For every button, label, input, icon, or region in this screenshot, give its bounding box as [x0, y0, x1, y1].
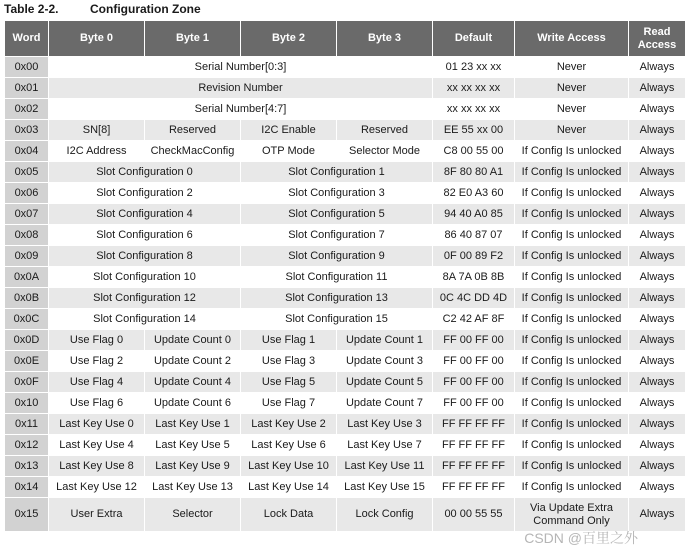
header-word: Word	[5, 21, 49, 57]
cell-default: FF 00 FF 00	[433, 351, 515, 372]
table-number: Table 2-2.	[4, 2, 59, 16]
cell-byte3: Selector Mode	[337, 141, 433, 162]
cell-word: 0x07	[5, 204, 49, 225]
cell-write-access: If Config Is unlocked	[515, 288, 629, 309]
cell-default: EE 55 xx 00	[433, 120, 515, 141]
cell-read-access: Always	[629, 225, 686, 246]
table-row	[5, 372, 686, 393]
cell-word: 0x02	[5, 99, 49, 120]
cell-default: 86 40 87 07	[433, 225, 515, 246]
cell-write-access: If Config Is unlocked	[515, 204, 629, 225]
cell-read-access: Always	[629, 78, 686, 99]
cell-byte0: Use Flag 0	[49, 330, 145, 351]
header-write-access: Write Access	[515, 21, 629, 57]
cell-byte1: Selector	[145, 498, 241, 532]
cell-bytes-2-3: Slot Configuration 1	[241, 162, 433, 183]
cell-write-access: If Config Is unlocked	[515, 351, 629, 372]
cell-bytes-0-1: Slot Configuration 10	[49, 267, 241, 288]
cell-write-access: If Config Is unlocked	[515, 372, 629, 393]
cell-bytes-0-1: Slot Configuration 8	[49, 246, 241, 267]
cell-bytes-0-1: Slot Configuration 12	[49, 288, 241, 309]
table-row	[5, 498, 686, 532]
cell-bytes-2-3: Slot Configuration 7	[241, 225, 433, 246]
cell-default: FF 00 FF 00	[433, 372, 515, 393]
cell-word: 0x14	[5, 477, 49, 498]
cell-write-access: If Config Is unlocked	[515, 267, 629, 288]
header-byte1: Byte 1	[145, 21, 241, 57]
cell-byte2: Lock Data	[241, 498, 337, 532]
cell-write-access: If Config Is unlocked	[515, 435, 629, 456]
cell-byte1: Update Count 2	[145, 351, 241, 372]
cell-byte3: Lock Config	[337, 498, 433, 532]
cell-default: 8A 7A 0B 8B	[433, 267, 515, 288]
cell-byte1: Last Key Use 5	[145, 435, 241, 456]
cell-default: 94 40 A0 85	[433, 204, 515, 225]
cell-word: 0x13	[5, 456, 49, 477]
cell-byte0: User Extra	[49, 498, 145, 532]
cell-byte0: SN[8]	[49, 120, 145, 141]
table-row	[5, 120, 686, 141]
cell-byte3: Last Key Use 11	[337, 456, 433, 477]
cell-default: 0F 00 89 F2	[433, 246, 515, 267]
cell-byte3: Update Count 3	[337, 351, 433, 372]
table-row	[5, 351, 686, 372]
cell-byte3: Last Key Use 3	[337, 414, 433, 435]
table-row	[5, 225, 686, 246]
table-row	[5, 78, 686, 99]
cell-read-access: Always	[629, 477, 686, 498]
cell-bytes-0-3: Serial Number[0:3]	[49, 57, 433, 78]
cell-word: 0x0C	[5, 309, 49, 330]
cell-word: 0x08	[5, 225, 49, 246]
cell-bytes-2-3: Slot Configuration 15	[241, 309, 433, 330]
header-default: Default	[433, 21, 515, 57]
cell-byte2: Last Key Use 6	[241, 435, 337, 456]
cell-word: 0x00	[5, 57, 49, 78]
cell-default: C2 42 AF 8F	[433, 309, 515, 330]
cell-byte0: Last Key Use 4	[49, 435, 145, 456]
cell-word: 0x10	[5, 393, 49, 414]
header-read-access: Read Access	[629, 21, 686, 57]
table-row	[5, 141, 686, 162]
cell-write-access: If Config Is unlocked	[515, 183, 629, 204]
cell-read-access: Always	[629, 414, 686, 435]
cell-word: 0x04	[5, 141, 49, 162]
cell-byte0: I2C Address	[49, 141, 145, 162]
cell-read-access: Always	[629, 204, 686, 225]
cell-byte0: Use Flag 6	[49, 393, 145, 414]
cell-write-access: If Config Is unlocked	[515, 162, 629, 183]
cell-byte0: Last Key Use 8	[49, 456, 145, 477]
cell-default: FF FF FF FF	[433, 414, 515, 435]
cell-byte2: Use Flag 3	[241, 351, 337, 372]
header-byte2: Byte 2	[241, 21, 337, 57]
cell-byte3: Last Key Use 7	[337, 435, 433, 456]
cell-read-access: Always	[629, 435, 686, 456]
table-caption	[4, 2, 201, 18]
cell-bytes-0-1: Slot Configuration 0	[49, 162, 241, 183]
cell-byte1: Update Count 6	[145, 393, 241, 414]
cell-write-access: If Config Is unlocked	[515, 393, 629, 414]
configuration-zone-table	[4, 20, 686, 532]
cell-write-access: If Config Is unlocked	[515, 246, 629, 267]
cell-read-access: Always	[629, 498, 686, 532]
cell-bytes-2-3: Slot Configuration 3	[241, 183, 433, 204]
table-row	[5, 288, 686, 309]
cell-word: 0x06	[5, 183, 49, 204]
cell-byte1: Reserved	[145, 120, 241, 141]
cell-byte2: Use Flag 7	[241, 393, 337, 414]
cell-bytes-0-1: Slot Configuration 4	[49, 204, 241, 225]
table-row	[5, 57, 686, 78]
cell-byte2: I2C Enable	[241, 120, 337, 141]
cell-byte3: Last Key Use 15	[337, 477, 433, 498]
cell-byte0: Use Flag 2	[49, 351, 145, 372]
cell-bytes-2-3: Slot Configuration 5	[241, 204, 433, 225]
cell-word: 0x15	[5, 498, 49, 532]
watermark: CSDN @百里之外	[524, 530, 638, 546]
cell-byte2: Use Flag 5	[241, 372, 337, 393]
table-row	[5, 309, 686, 330]
cell-byte3: Update Count 1	[337, 330, 433, 351]
cell-word: 0x09	[5, 246, 49, 267]
table-row	[5, 204, 686, 225]
cell-write-access: If Config Is unlocked	[515, 309, 629, 330]
cell-read-access: Always	[629, 183, 686, 204]
cell-write-access: If Config Is unlocked	[515, 141, 629, 162]
cell-byte3: Update Count 7	[337, 393, 433, 414]
cell-read-access: Always	[629, 456, 686, 477]
cell-read-access: Always	[629, 99, 686, 120]
cell-read-access: Always	[629, 288, 686, 309]
cell-byte1: Update Count 4	[145, 372, 241, 393]
cell-default: xx xx xx xx	[433, 78, 515, 99]
cell-bytes-2-3: Slot Configuration 11	[241, 267, 433, 288]
cell-read-access: Always	[629, 162, 686, 183]
cell-write-access: Never	[515, 78, 629, 99]
cell-default: 0C 4C DD 4D	[433, 288, 515, 309]
cell-write-access: If Config Is unlocked	[515, 414, 629, 435]
header-row	[5, 21, 686, 57]
cell-word: 0x12	[5, 435, 49, 456]
cell-default: 82 E0 A3 60	[433, 183, 515, 204]
cell-write-access: Never	[515, 120, 629, 141]
cell-bytes-0-3: Serial Number[4:7]	[49, 99, 433, 120]
cell-write-access: Via Update Extra Command Only	[515, 498, 629, 532]
cell-read-access: Always	[629, 393, 686, 414]
cell-read-access: Always	[629, 120, 686, 141]
cell-write-access: If Config Is unlocked	[515, 456, 629, 477]
cell-default: FF 00 FF 00	[433, 330, 515, 351]
cell-write-access: If Config Is unlocked	[515, 330, 629, 351]
cell-read-access: Always	[629, 141, 686, 162]
cell-word: 0x0B	[5, 288, 49, 309]
cell-default: FF FF FF FF	[433, 456, 515, 477]
cell-word: 0x03	[5, 120, 49, 141]
cell-byte2: Last Key Use 2	[241, 414, 337, 435]
cell-byte1: Last Key Use 1	[145, 414, 241, 435]
cell-default: FF FF FF FF	[433, 477, 515, 498]
cell-read-access: Always	[629, 309, 686, 330]
cell-byte1: Last Key Use 13	[145, 477, 241, 498]
cell-read-access: Always	[629, 246, 686, 267]
cell-byte2: Use Flag 1	[241, 330, 337, 351]
cell-byte1: Update Count 0	[145, 330, 241, 351]
cell-bytes-0-3: Revision Number	[49, 78, 433, 99]
cell-bytes-0-1: Slot Configuration 2	[49, 183, 241, 204]
cell-default: FF FF FF FF	[433, 435, 515, 456]
table-row	[5, 393, 686, 414]
cell-word: 0x01	[5, 78, 49, 99]
cell-byte1: Last Key Use 9	[145, 456, 241, 477]
cell-default: 01 23 xx xx	[433, 57, 515, 78]
table-row	[5, 477, 686, 498]
cell-default: FF 00 FF 00	[433, 393, 515, 414]
cell-write-access: If Config Is unlocked	[515, 477, 629, 498]
table-row	[5, 330, 686, 351]
cell-byte2: OTP Mode	[241, 141, 337, 162]
cell-default: C8 00 55 00	[433, 141, 515, 162]
cell-default: xx xx xx xx	[433, 99, 515, 120]
table-row	[5, 267, 686, 288]
cell-word: 0x11	[5, 414, 49, 435]
cell-bytes-0-1: Slot Configuration 6	[49, 225, 241, 246]
cell-write-access: Never	[515, 99, 629, 120]
cell-byte2: Last Key Use 14	[241, 477, 337, 498]
cell-word: 0x0A	[5, 267, 49, 288]
cell-byte0: Last Key Use 12	[49, 477, 145, 498]
cell-read-access: Always	[629, 57, 686, 78]
header-byte0: Byte 0	[49, 21, 145, 57]
cell-word: 0x05	[5, 162, 49, 183]
cell-byte2: Last Key Use 10	[241, 456, 337, 477]
cell-word: 0x0F	[5, 372, 49, 393]
table-row	[5, 435, 686, 456]
header-byte3: Byte 3	[337, 21, 433, 57]
cell-byte3: Reserved	[337, 120, 433, 141]
table-row	[5, 456, 686, 477]
table-row	[5, 183, 686, 204]
cell-bytes-2-3: Slot Configuration 9	[241, 246, 433, 267]
cell-default: 00 00 55 55	[433, 498, 515, 532]
cell-word: 0x0E	[5, 351, 49, 372]
table-row	[5, 246, 686, 267]
table-row	[5, 99, 686, 120]
cell-read-access: Always	[629, 351, 686, 372]
cell-byte3: Update Count 5	[337, 372, 433, 393]
cell-write-access: If Config Is unlocked	[515, 225, 629, 246]
table-row	[5, 414, 686, 435]
cell-byte1: CheckMacConfig	[145, 141, 241, 162]
table-row	[5, 162, 686, 183]
cell-byte0: Last Key Use 0	[49, 414, 145, 435]
cell-bytes-2-3: Slot Configuration 13	[241, 288, 433, 309]
cell-read-access: Always	[629, 372, 686, 393]
cell-read-access: Always	[629, 267, 686, 288]
cell-read-access: Always	[629, 330, 686, 351]
table-title: Configuration Zone	[90, 2, 201, 16]
cell-default: 8F 80 80 A1	[433, 162, 515, 183]
cell-bytes-0-1: Slot Configuration 14	[49, 309, 241, 330]
cell-write-access: Never	[515, 57, 629, 78]
cell-word: 0x0D	[5, 330, 49, 351]
cell-byte0: Use Flag 4	[49, 372, 145, 393]
